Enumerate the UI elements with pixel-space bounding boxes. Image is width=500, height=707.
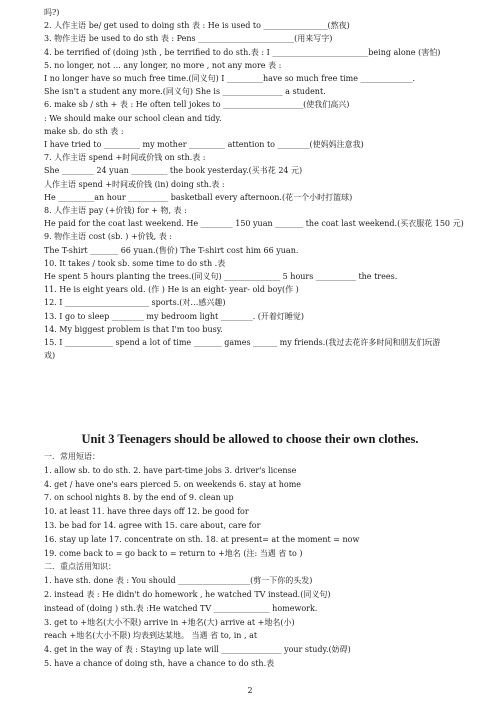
text-line: make sb. do sth 表 : xyxy=(44,126,124,136)
text-line: 2. 人作主语 be/ get used to doing sth 表 : He is used to ________________(熬夜) xyxy=(44,21,350,31)
text-line: : We should make our school clean and tidy. xyxy=(44,113,222,123)
text-line: 6. make sb / sth + 表 : He often tell jokes to ____________________(使我们高兴) xyxy=(44,100,350,110)
text-line: 9. 物作主语 cost (sb. ) +价钱, 表 : xyxy=(44,232,173,242)
text-line: 19. come back to = go back to = return to +地名 (注: 当遇 省 to ) xyxy=(44,548,303,558)
text-line: 16. stay up late 17. concentrate on sth. 18. at present= at the moment = now xyxy=(44,534,360,544)
text-line: I have tried to _________ my mother _________ attention to ________(使妈妈注意我) xyxy=(44,140,364,149)
text-line: I no longer have so much free time.(同义句) I _________have so much free time _____________. xyxy=(44,74,416,83)
text-line: 二．重点活用知识： xyxy=(44,562,116,572)
text-line: 8. 人作主语 pay (+价钱) for + 物, 表 : xyxy=(44,206,187,215)
unit-heading: Unit 3 Teenagers should be allowed to choose their own clothes. xyxy=(81,432,419,446)
text-line: 14. My biggest problem is that I'm too busy. xyxy=(44,324,223,334)
text-line: 7. 人作主语 spend +时间或价钱 on sth.表 : xyxy=(44,153,206,163)
text-line: 1. allow sb. to do sth. 2. have part-time jobs 3. driver's license xyxy=(44,465,297,475)
text-line: 3. get to +地名(大小不限) arrive in +地名(大) arrive at +地名(小) xyxy=(44,617,295,627)
text-line: 10. at least 11. have three days off 12. be good for xyxy=(44,507,249,517)
text-line: The T-shirt _______ 66 yuan.(售价) The T-shirt cost him 66 yuan. xyxy=(44,245,299,255)
text-line: 戏) xyxy=(44,351,56,361)
text-line: reach +地名(大小不限) 均表到达某地。 当遇 省 to, in , at xyxy=(44,631,258,641)
text-line: She isn't a student any more.(同义句) She is _______________ a student. xyxy=(44,87,326,97)
text-line: 吗?) xyxy=(44,8,60,17)
text-line: He paid for the coat last weekend. He ________ 150 yuan _______ the coat last weekend.(买衣服花 150 元) xyxy=(44,219,464,229)
text-line: He _________an hour __________ basketball every afternoon.(花一个小时打篮球) xyxy=(44,192,353,202)
text-line: 12. I _____________________ sports.(对…感兴趣) xyxy=(44,298,226,308)
text-line: She ________ 24 yuan _________ the book yesterday.(买书花 24 元) xyxy=(44,166,303,176)
text-line: 4. get / have one's ears pierced 5. on weekends 6. stay at home xyxy=(44,479,302,489)
text-line: 13. I go to sleep ________ my bedroom light ________. (开着灯睡觉) xyxy=(44,311,305,321)
text-line: 2. instead 表 : He didn't do homework , he watched TV instead.(同义句) xyxy=(44,590,331,599)
text-line: instead of (doing ) sth.表 :He watched TV ______________ homework. xyxy=(44,603,318,613)
text-line: 3. 物作主语 be used to do sth 表 : Pens ________________________(用来写字) xyxy=(44,34,333,44)
text-line: 7. on school nights 8. by the end of 9. clean up xyxy=(44,493,234,503)
text-line: 4. be terrified of (doing )sth , be terrified to do sth.表 : I ________________________being alone (害怕) xyxy=(44,47,441,57)
page-number: 2 xyxy=(247,686,253,695)
text-line: 11. He is eight years old. (作 ) He is an eight- year- old boy(作 ) xyxy=(44,285,299,295)
text-line: 5. no longer, not … any longer, no more , not any more 表 : xyxy=(44,60,282,70)
text-line: 一．常用短语： xyxy=(44,452,100,461)
text-line: 1. have sth. done 表 : You should __________________(剪一下你的头发) xyxy=(44,576,313,586)
text-line: 15. I ____________ spend a lot of time _______ games ______ my friends.(我过去花许多时间和朋友们玩游 xyxy=(44,338,441,347)
text-line: 4. get in the way of 表 : Staying up late will _______________ your study.(妨碍) xyxy=(44,645,351,655)
text-line: 13. be bad for 14. agree with 15. care about, care for xyxy=(44,521,261,530)
text-line: 5. have a chance of doing sth, have a chance to do sth.表 xyxy=(44,659,275,668)
text-line: 10. It takes / took sb. some time to do sth .表 xyxy=(44,258,226,268)
text-line: He spent 5 hours planting the trees.(同义句) ______________ 5 hours __________ the trees. xyxy=(44,272,398,281)
text-line: 人作主语 spend +时间或价钱 (in) doing sth.表 : xyxy=(44,179,225,189)
